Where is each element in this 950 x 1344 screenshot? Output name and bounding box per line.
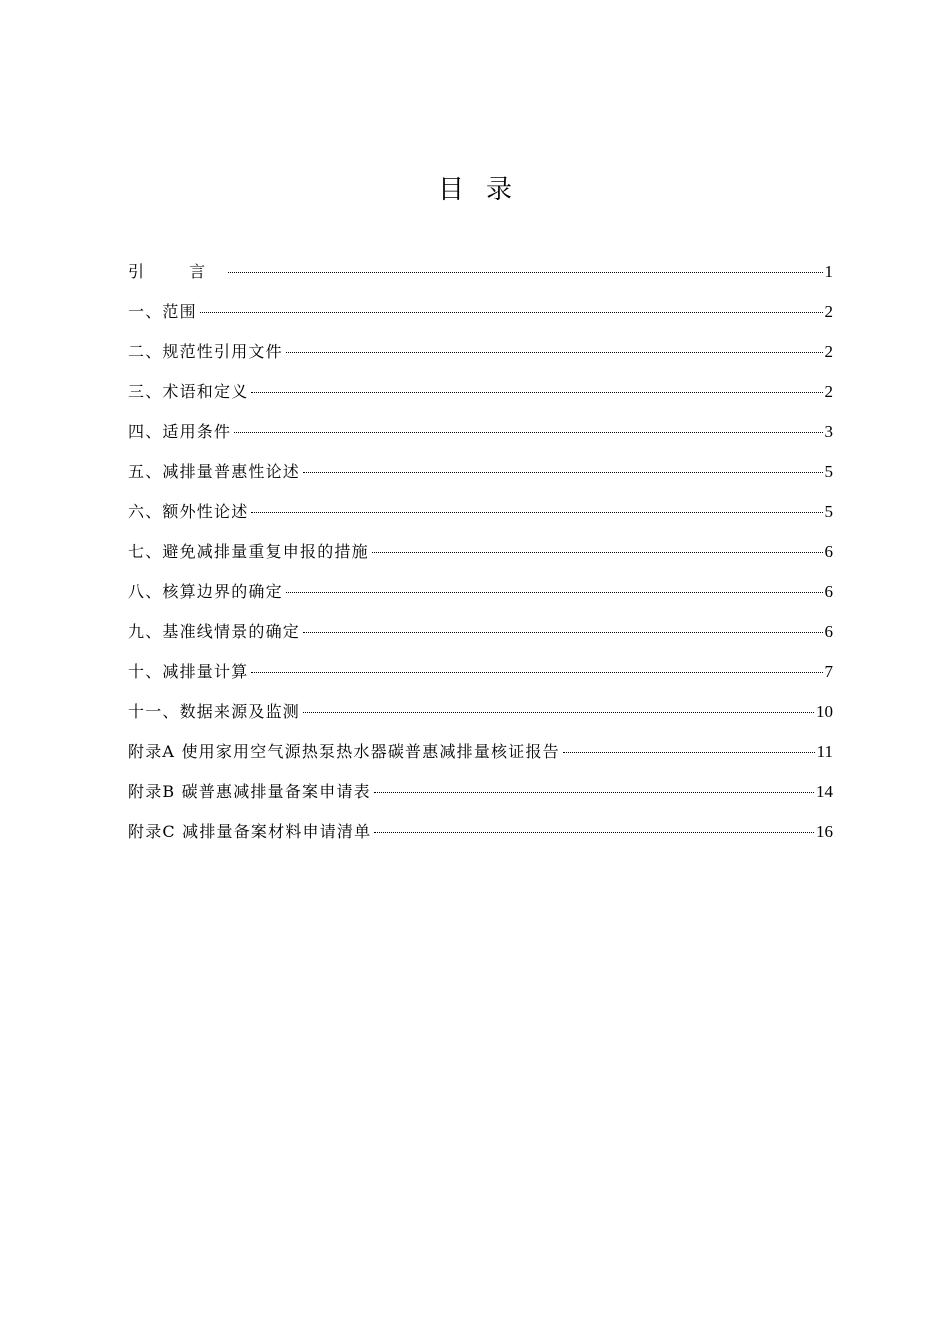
toc-dot-leader xyxy=(286,592,823,593)
toc-entry-page-number: 14 xyxy=(816,782,833,801)
toc-dot-leader xyxy=(251,672,822,673)
toc-entry-label: 一、范围 xyxy=(128,302,197,321)
toc-dot-leader xyxy=(234,432,822,433)
toc-dot-leader xyxy=(251,392,822,393)
toc-entry-label: 二、规范性引用文件 xyxy=(128,342,283,361)
toc-dot-leader xyxy=(372,552,823,553)
toc-entry-label: 四、适用条件 xyxy=(128,422,232,441)
toc-entry-label: 五、减排量普惠性论述 xyxy=(128,462,301,481)
toc-entry[interactable] xyxy=(128,418,833,458)
toc-entry-page-number: 3 xyxy=(824,422,833,441)
toc-entry[interactable] xyxy=(128,818,833,858)
toc-entry-page-number: 5 xyxy=(824,462,833,481)
toc-entry[interactable] xyxy=(128,298,833,338)
toc-dot-leader xyxy=(251,512,822,513)
toc-entry-page-number: 6 xyxy=(824,582,833,601)
toc-entry-label: 六、额外性论述 xyxy=(128,502,249,521)
toc-dot-leader xyxy=(286,352,823,353)
toc-dot-leader xyxy=(563,752,815,753)
toc-dot-leader xyxy=(303,632,822,633)
toc-entry[interactable] xyxy=(128,738,833,778)
toc-dot-leader xyxy=(228,272,822,273)
toc-entry-label: 八、核算边界的确定 xyxy=(128,582,283,601)
toc-entry-label: 十、减排量计算 xyxy=(128,662,249,681)
toc-entry[interactable] xyxy=(128,538,833,578)
toc-title: 目录 xyxy=(437,175,534,205)
toc-entry-label: 附录B 碳普惠减排量备案申请表 xyxy=(128,782,371,801)
toc-entry-page-number: 6 xyxy=(824,622,833,641)
toc-entry[interactable] xyxy=(128,378,833,418)
toc-entry[interactable] xyxy=(128,258,833,298)
toc-dot-leader xyxy=(303,472,822,473)
toc-entry-page-number: 2 xyxy=(824,342,833,361)
toc-entry-page-number: 16 xyxy=(816,822,833,841)
toc-entry-label: 附录C 减排量备案材料申请清单 xyxy=(128,822,372,841)
toc-entry-page-number: 2 xyxy=(824,302,833,321)
toc-entry-page-number: 10 xyxy=(816,702,833,721)
toc-list xyxy=(128,258,833,858)
toc-entry-page-number: 5 xyxy=(824,502,833,521)
toc-entry[interactable] xyxy=(128,658,833,698)
toc-entry-page-number: 1 xyxy=(824,262,833,281)
toc-entry[interactable] xyxy=(128,698,833,738)
toc-entry-page-number: 7 xyxy=(824,662,833,681)
toc-entry[interactable] xyxy=(128,498,833,538)
toc-entry[interactable] xyxy=(128,778,833,818)
toc-entry-page-number: 11 xyxy=(816,742,833,761)
toc-entry-page-number: 2 xyxy=(824,382,833,401)
toc-entry-label: 引 言 xyxy=(128,262,226,281)
toc-dot-leader xyxy=(303,712,814,713)
toc-entry-label: 附录A 使用家用空气源热泵热水器碳普惠减排量核证报告 xyxy=(128,742,560,761)
toc-entry-label: 三、术语和定义 xyxy=(128,382,249,401)
toc-entry-label: 七、避免减排量重复申报的措施 xyxy=(128,542,369,561)
toc-entry[interactable] xyxy=(128,578,833,618)
toc-dot-leader xyxy=(374,832,814,833)
toc-entry-label: 九、基准线情景的确定 xyxy=(128,622,301,641)
toc-entry[interactable] xyxy=(128,458,833,498)
toc-dot-leader xyxy=(200,312,823,313)
toc-entry-page-number: 6 xyxy=(824,542,833,561)
toc-entry[interactable] xyxy=(128,618,833,658)
toc-entry[interactable] xyxy=(128,338,833,378)
toc-dot-leader xyxy=(374,792,814,793)
toc-entry-label: 十一、数据来源及监测 xyxy=(128,702,301,721)
